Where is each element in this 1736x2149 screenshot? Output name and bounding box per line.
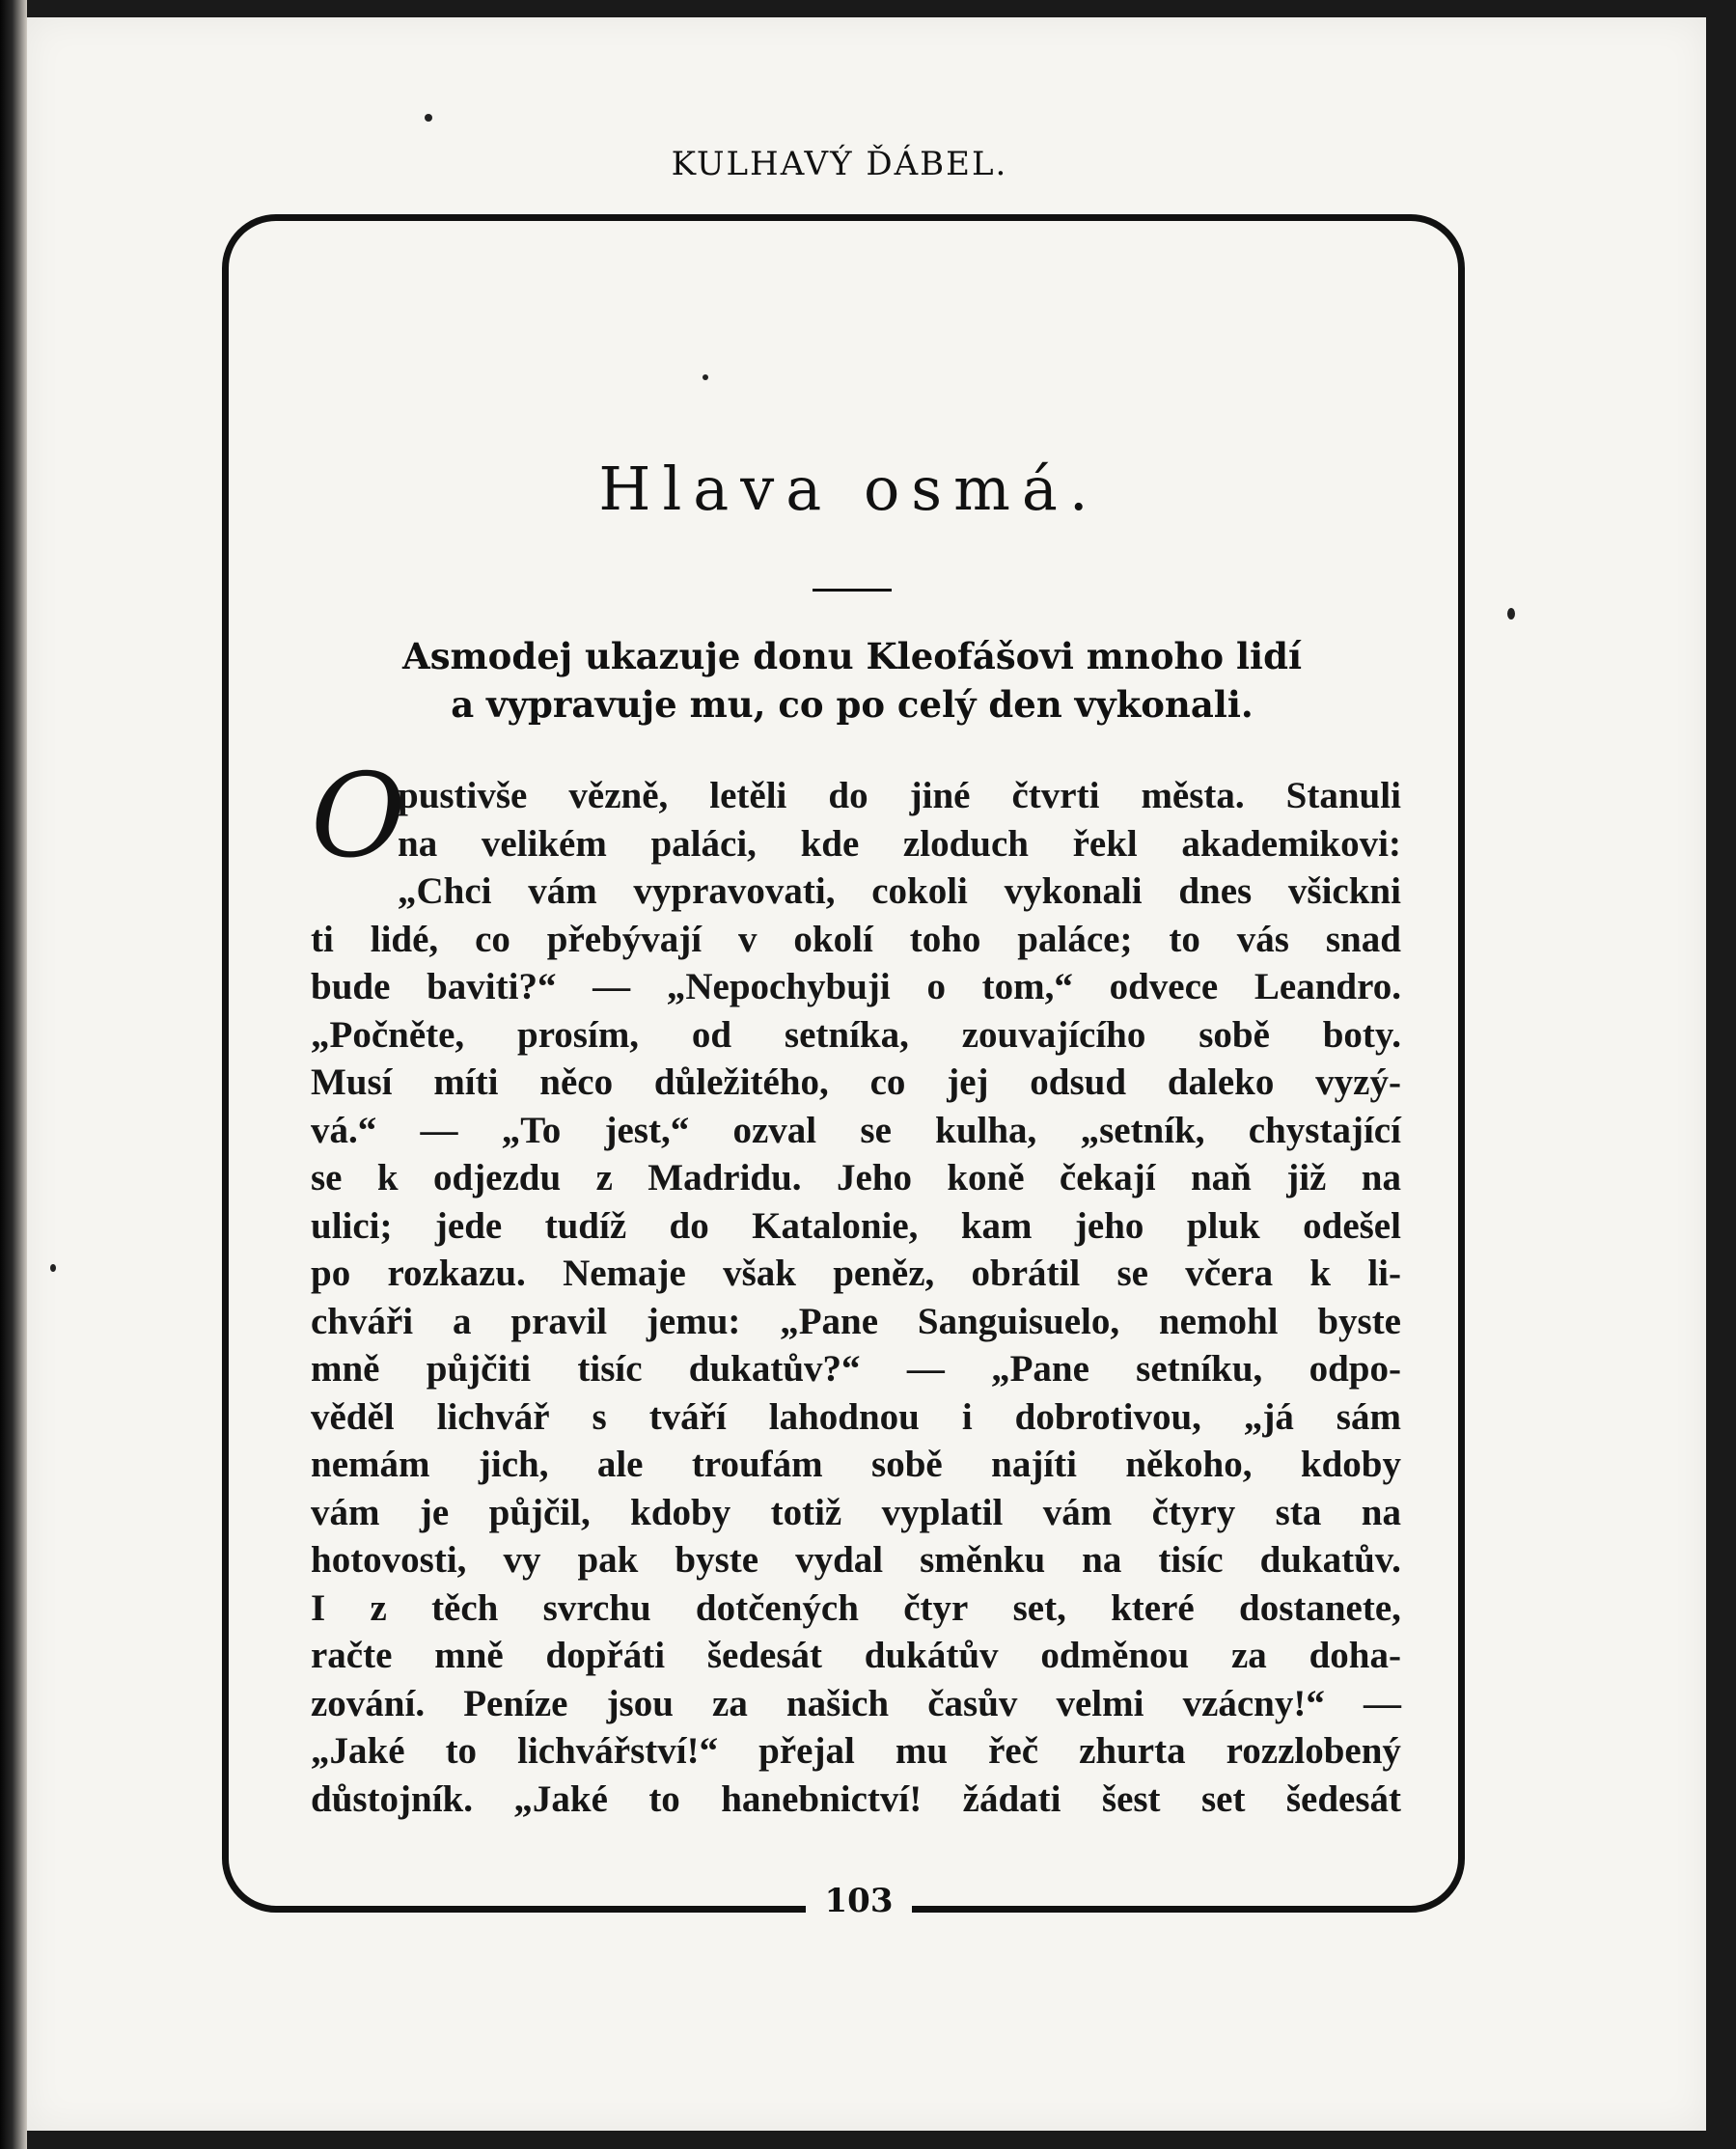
word: mu [895,1730,949,1772]
word: zhurta [1079,1730,1186,1772]
word: nemám [311,1444,430,1485]
word: „To [501,1109,562,1151]
word: dobrotivou, [1014,1395,1201,1438]
word: kulha, [935,1109,1037,1151]
word: — [1363,1682,1401,1724]
word: set [1200,1777,1246,1820]
word: vy [503,1539,541,1581]
word: žádati [962,1777,1061,1820]
word: po [311,1253,351,1294]
word: koně [947,1157,1025,1198]
word: — [592,966,631,1007]
word: Leandro. [1254,966,1401,1007]
ink-speck [425,114,432,122]
word: a [453,1300,472,1342]
word: pak [577,1539,639,1581]
word: vyzý- [1315,1061,1401,1103]
word: pravil [510,1300,608,1342]
word: — [906,1348,945,1390]
word: daleko [1167,1061,1275,1103]
word: tisíc [1158,1539,1224,1581]
word: půjčil, [488,1491,591,1533]
word: obrátil [971,1253,1081,1294]
word: kdoby [1300,1444,1401,1485]
word: „Pane [780,1300,879,1342]
word: Jeho [836,1157,912,1198]
word: to [648,1777,680,1820]
text-line [311,1298,1401,1346]
word: vás [1236,918,1289,960]
word: kam [960,1204,1033,1247]
word: zloduch [902,822,1029,865]
word: půjčiti [426,1348,532,1390]
word: jeho [1074,1204,1144,1247]
word: zování. [311,1682,426,1724]
word: Stanuli [1285,775,1401,816]
word: šedesát [1285,1777,1401,1820]
word: jemu: [646,1300,741,1342]
word: — [420,1109,458,1151]
text-line [311,1345,1401,1393]
word: set, [1012,1586,1066,1629]
word: dopřáti [545,1635,666,1676]
text-line [311,963,1401,1011]
word: dotčených [695,1586,859,1629]
word: velikém [481,822,607,865]
word: již [1286,1157,1327,1198]
word: velmi [1056,1682,1144,1724]
word: sám [1336,1395,1401,1438]
word: se [1116,1253,1148,1294]
word: někoho, [1125,1444,1253,1485]
word: něco [539,1061,614,1103]
word: kdoby [630,1491,731,1533]
word: z [370,1586,387,1629]
word: kde [800,822,860,865]
text-line [311,1059,1401,1107]
word: to [445,1730,478,1772]
word: do [828,775,868,816]
word: tisíc [577,1348,643,1390]
text-line [311,1250,1401,1298]
word: sta [1275,1491,1322,1533]
word: Nemaje [563,1253,686,1294]
word: přejal [758,1730,855,1772]
word: snad [1325,918,1401,960]
word: setníka, [784,1013,909,1056]
book-binding-edge [0,0,27,2149]
word: čtyr [903,1586,969,1629]
word: peněz, [833,1253,935,1294]
word: jest,“ [604,1109,690,1151]
word: jej [947,1061,989,1103]
ink-speck [703,374,708,380]
word: přebývají [546,918,703,960]
text-line [311,1727,1401,1776]
word: „Jaké [513,1777,608,1820]
text-line [311,1489,1401,1537]
word: hotovosti, [311,1539,467,1581]
word: cokoli [871,870,968,912]
text-line [311,868,1401,916]
text-line [311,1776,1401,1824]
word: na [1361,1491,1401,1533]
word: paláce; [1017,918,1133,960]
word: vězně, [568,775,669,816]
word: paláci, [650,822,757,865]
word: všickni [1287,870,1401,912]
word: se [860,1109,892,1151]
word: sobě [1199,1013,1270,1056]
word: prosím, [517,1013,640,1056]
word: pustivše [398,775,528,816]
word: toho [909,918,981,960]
word: „já [1243,1395,1294,1438]
word: věděl [311,1395,395,1438]
word: včera [1185,1253,1274,1294]
word: odpo- [1309,1348,1401,1390]
text-line [311,1632,1401,1680]
text-line [311,1393,1401,1442]
text-line [311,772,1401,820]
word: boty. [1322,1013,1401,1056]
text-line [311,1536,1401,1584]
word: pluk [1186,1204,1260,1247]
summary-line-2: a vypravuje mu, co po celý den vykonali. [451,683,1254,726]
word: odvece [1109,966,1219,1007]
word: hanebnictví! [721,1777,923,1820]
word: odsud [1030,1061,1127,1103]
summary-line-1: Asmodej ukazuje donu Kleofášovi mnoho lidí [401,635,1302,677]
word: i [961,1395,973,1438]
word: města. [1141,775,1245,816]
word: našich [785,1682,890,1724]
word: vám [528,870,597,912]
word: Katalonie, [752,1204,919,1247]
word: naň [1190,1157,1252,1198]
word: tváří [648,1395,727,1438]
text-line [311,1202,1401,1251]
word: od [691,1013,732,1056]
word: lichvář [436,1395,550,1438]
word: „setník, [1080,1109,1205,1151]
word: dukátův [864,1635,999,1676]
word: byste [675,1539,759,1581]
word: I [311,1586,326,1629]
word: baviti?“ [427,966,557,1007]
word: „Jaké [311,1730,405,1772]
word: to [1169,918,1200,960]
word: Musí [311,1061,393,1103]
word: k [1309,1253,1332,1294]
word: vyplatil [881,1491,1004,1533]
word: čekají [1059,1157,1156,1198]
word: jich, [478,1444,549,1485]
word: sobě [871,1444,943,1485]
word: míti [433,1061,499,1103]
word: mně [311,1348,380,1390]
word: časův [927,1682,1018,1724]
word: letěli [709,775,787,816]
word: najíti [991,1444,1077,1485]
word: které [1111,1586,1195,1629]
chapter-title: Hlava osmá. [598,454,1100,524]
word: na [1361,1157,1401,1198]
word: čtyry [1151,1491,1236,1533]
word: Sanguisuelo, [917,1300,1120,1342]
text-line [311,820,1401,868]
word: směnku [920,1539,1046,1581]
word: li- [1367,1253,1401,1294]
word: se [311,1157,343,1198]
word: vydal [795,1539,884,1581]
text-line [311,1107,1401,1155]
word: ulici; [311,1204,393,1247]
word: vá.“ [311,1109,377,1151]
page-number: 103 [824,1882,894,1920]
word: Peníze [463,1682,568,1724]
word: na [398,822,438,865]
word: jsou [606,1682,674,1724]
word: vám [1042,1491,1113,1533]
text-line [311,1011,1401,1060]
word: důležitého, [653,1061,829,1103]
word: co [475,918,510,960]
body-text [311,772,1401,1823]
running-head: KULHAVÝ ĎÁBEL. [671,145,1008,183]
word: mně [434,1635,504,1676]
word: ozval [732,1109,817,1151]
word: k [376,1157,399,1198]
word: chystající [1248,1109,1401,1151]
word: odjezdu [432,1157,562,1198]
word: „Nepochybuji [666,966,891,1007]
word: „Pane [991,1348,1089,1390]
word: „Chci [398,870,492,912]
text-line [311,916,1401,964]
word: okolí [793,918,873,960]
word: doha- [1309,1635,1401,1676]
word: „Počněte, [311,1013,465,1056]
title-rule [813,589,892,592]
word: odešel [1303,1204,1401,1247]
word: z [595,1157,613,1198]
word: setníku, [1136,1348,1263,1390]
word: dostanete, [1239,1586,1401,1629]
word: šest [1101,1777,1161,1820]
word: rozzlobený [1226,1730,1401,1772]
word: řeč [988,1730,1039,1772]
word: ti [311,918,334,960]
word: Madridu. [648,1157,802,1198]
word: důstojník. [311,1777,473,1820]
word: vypravovati, [633,870,836,912]
word: do [669,1204,709,1247]
ink-speck [1507,608,1515,620]
word: dukatův. [1259,1539,1401,1581]
word: v [738,918,758,960]
word: odměnou [1040,1635,1190,1676]
word: dnes [1178,870,1253,912]
ink-speck [50,1264,56,1272]
word: akademikovi: [1181,822,1401,865]
word: o [926,966,946,1007]
word: co [869,1061,906,1103]
word: vám [311,1491,380,1533]
text-line [311,1584,1401,1633]
word: lahodnou [768,1395,920,1438]
text-line [311,1154,1401,1202]
word: je [419,1491,450,1533]
chapter-summary [307,632,1397,729]
word: tudíž [544,1204,627,1247]
word: šedesát [706,1635,822,1676]
word: dukatův?“ [688,1348,861,1390]
word: totiž [770,1491,842,1533]
word: bude [311,966,391,1007]
word: ale [596,1444,644,1485]
word: řekl [1072,822,1138,865]
word: však [723,1253,796,1294]
word: za [1231,1635,1267,1676]
word: lichvářství!“ [517,1730,719,1772]
word: zouvajícího [961,1013,1146,1056]
text-line [311,1441,1401,1489]
word: svrchu [542,1586,651,1629]
word: za [712,1682,748,1724]
word: rozkazu. [387,1253,526,1294]
word: tom,“ [981,966,1073,1007]
text-line [311,1680,1401,1728]
word: čtvrti [1011,775,1100,816]
word: těch [431,1586,499,1629]
word: jede [434,1204,503,1247]
word: troufám [691,1444,823,1485]
word: na [1082,1539,1122,1581]
word: chváři [311,1300,414,1342]
decorative-initial: O [311,750,406,884]
word: s [592,1395,607,1438]
word: lidé, [370,918,439,960]
word: byste [1317,1300,1401,1342]
word: vykonali [1004,870,1143,912]
word: račte [311,1635,393,1676]
word: nemohl [1158,1300,1279,1342]
word: jiné [909,775,971,816]
word: vzácny!“ [1182,1682,1325,1724]
